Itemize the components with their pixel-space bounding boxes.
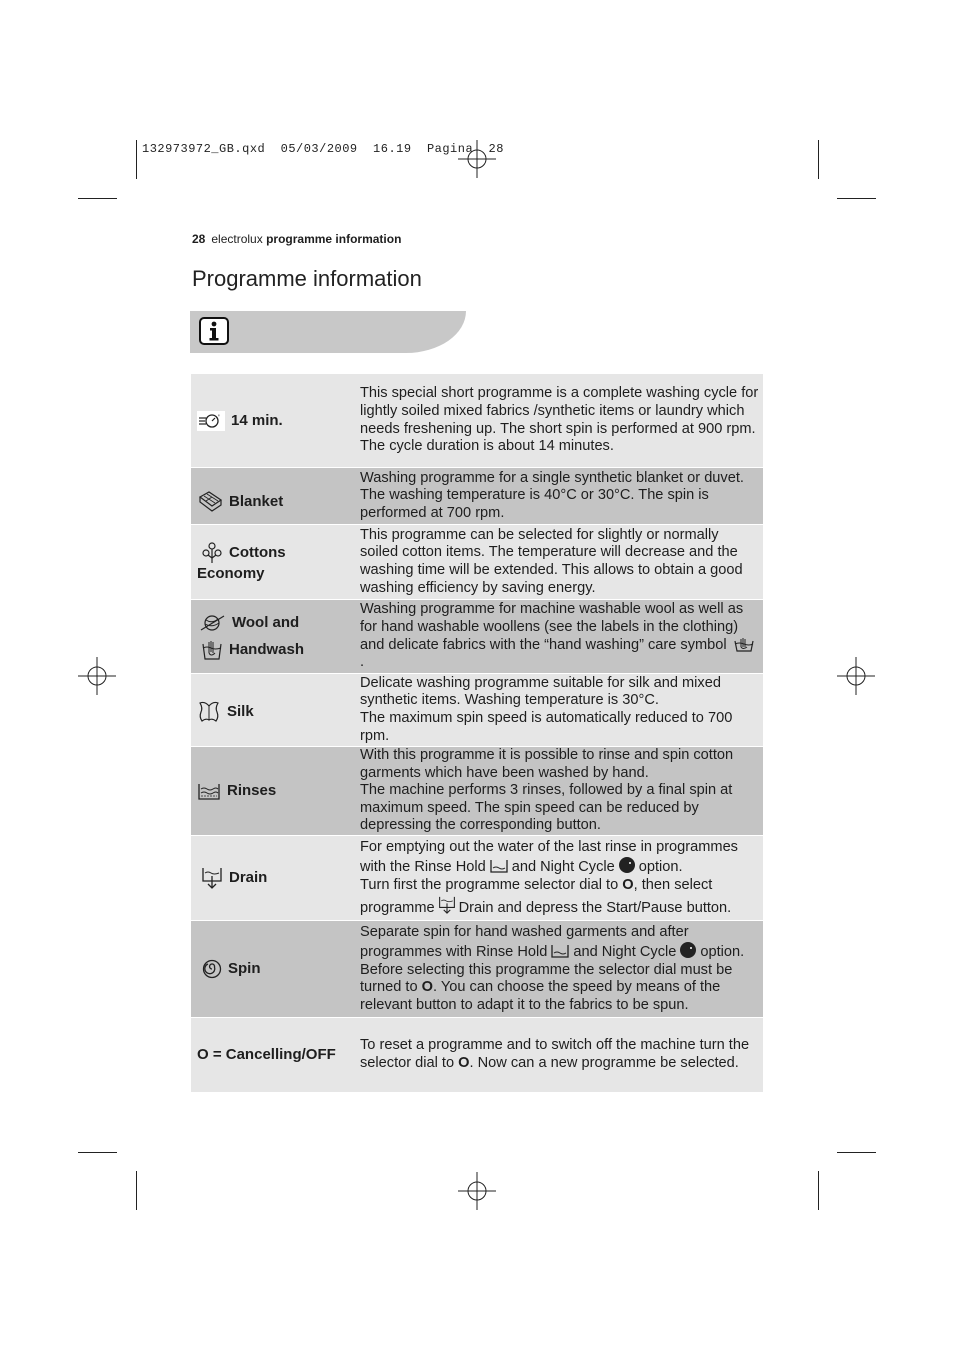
- rinse-hold-icon: [489, 859, 509, 874]
- crop-mark: [78, 198, 117, 199]
- table-row: [191, 524, 763, 599]
- silk-icon: [197, 700, 221, 724]
- info-icon: [199, 317, 229, 345]
- night-cycle-icon: [618, 856, 636, 874]
- drain-icon: [438, 895, 456, 915]
- programme-name: 14 min.: [231, 411, 283, 429]
- section-name: programme information: [266, 232, 402, 246]
- programme-label: [191, 541, 355, 583]
- programme-description: With this programme it is possible to rinse and spin cotton garments which have been washed by hand. The machine performs 3 rinses, followed by a final spin at maximum speed. The spin speed can be reduced by depressing the corresponding button.: [360, 747, 734, 834]
- programme-label: [191, 1046, 355, 1064]
- programme-name-line-2: Economy: [197, 565, 265, 582]
- table-row: [191, 835, 763, 920]
- rinses-icon: [197, 781, 221, 801]
- programme-description: Separate spin for hand washed garments and after programmes with Rinse Hold and Night Cycle option. Before selecting this programme the selector dial must be turned to O. You can choose the speed by means of the relevant button to adapt it to the fabrics to be spun.: [360, 923, 745, 1013]
- crop-mark: [818, 140, 819, 179]
- programme-description: This special short programme is a complete washing cycle for lightly soiled mixed fabrics /synthetic items or laundry which needs freshening up. The short spin is performed at 900 rpm. The cycle duration is about 14 minutes.: [360, 385, 759, 455]
- table-row: [191, 599, 763, 673]
- programme-name: Handwash: [229, 640, 305, 658]
- info-band: [190, 311, 466, 353]
- programme-label: [191, 479, 355, 513]
- crop-mark: [837, 1152, 876, 1153]
- registration-mark-icon: [78, 657, 116, 695]
- svg-text:': ': [218, 413, 220, 421]
- night-cycle-icon: [679, 941, 697, 959]
- programme-label: [191, 696, 355, 724]
- wool-icon: [200, 613, 226, 633]
- spin-icon: [202, 959, 222, 979]
- programme-description: Washing programme for machine washable wool as well as for hand washable woollens (see the labels in the clothing) and delicate fabrics with the “hand washing” care symbol .: [355, 601, 763, 671]
- rinse-hold-icon: [550, 944, 570, 959]
- programme-description: This programme can be selected for slightly or normally soiled cotton items. The temperature will decrease and the washing time will be extended. This allows to obtain a good washing efficiency by saving energy.: [360, 526, 743, 596]
- crop-mark: [818, 1171, 819, 1210]
- table-row: [191, 374, 763, 467]
- file-slug: 132973972_GB.qxd 05/03/2009 16.19 Pagina 28: [142, 142, 504, 156]
- blanket-icon: [197, 491, 223, 513]
- programme-description: Delicate washing programme suitable for silk and mixed synthetic items. Washing temperature is 30°C. The maximum spin speed is automatically reduced to 700 rpm.: [360, 674, 733, 744]
- table-row: [191, 467, 763, 524]
- programme-label: [191, 866, 355, 890]
- programme-description: Washing programme for a single synthetic blanket or duvet. The washing temperature is 40°C or 30°C. The spin is performed at 700 rpm.: [360, 469, 744, 521]
- registration-mark-icon: [837, 657, 875, 695]
- drain-icon: [201, 866, 223, 890]
- programme-table: [191, 374, 763, 1092]
- programme-description: For emptying out the water of the last rinse in programmes with the Rinse Hold and Night Cycle option. Turn first the programme selector dial to O, then select programme Drain and depress the Start/Pause button.: [360, 838, 738, 916]
- page-title: Programme information: [192, 266, 422, 291]
- programme-name: O = Cancelling/OFF: [197, 1046, 336, 1063]
- programme-name: Blanket: [229, 493, 284, 510]
- crop-mark: [136, 1171, 137, 1210]
- table-row: [191, 920, 763, 1017]
- table-row: [191, 746, 763, 835]
- crop-mark: [837, 198, 876, 199]
- brand-name: electrolux: [211, 232, 263, 246]
- handwash-icon: [201, 639, 223, 661]
- programme-name: Cottons: [229, 544, 286, 561]
- running-header: [192, 232, 401, 246]
- short-programme-icon: [197, 411, 225, 431]
- programme-name: Silk: [227, 703, 254, 720]
- programme-label: [191, 959, 355, 979]
- table-row: [191, 673, 763, 746]
- programme-label: [191, 613, 355, 661]
- hand-washing-care-symbol-icon: [734, 637, 754, 652]
- programme-name: Spin: [228, 960, 261, 977]
- programme-label: [191, 411, 355, 431]
- programme-name: Drain: [229, 869, 268, 886]
- programme-label: [191, 781, 355, 801]
- crop-mark: [78, 1152, 117, 1153]
- crop-mark: [136, 140, 137, 179]
- cottons-economy-icon: [201, 541, 223, 565]
- programme-name: Wool and: [232, 613, 300, 631]
- page-number: 28: [192, 232, 206, 246]
- registration-mark-icon: [458, 1172, 496, 1210]
- programme-description: To reset a programme and to switch off the machine turn the selector dial to O. Now can a new programme be selected.: [360, 1037, 750, 1071]
- programme-name: Rinses: [227, 782, 277, 799]
- table-row: [191, 1017, 763, 1092]
